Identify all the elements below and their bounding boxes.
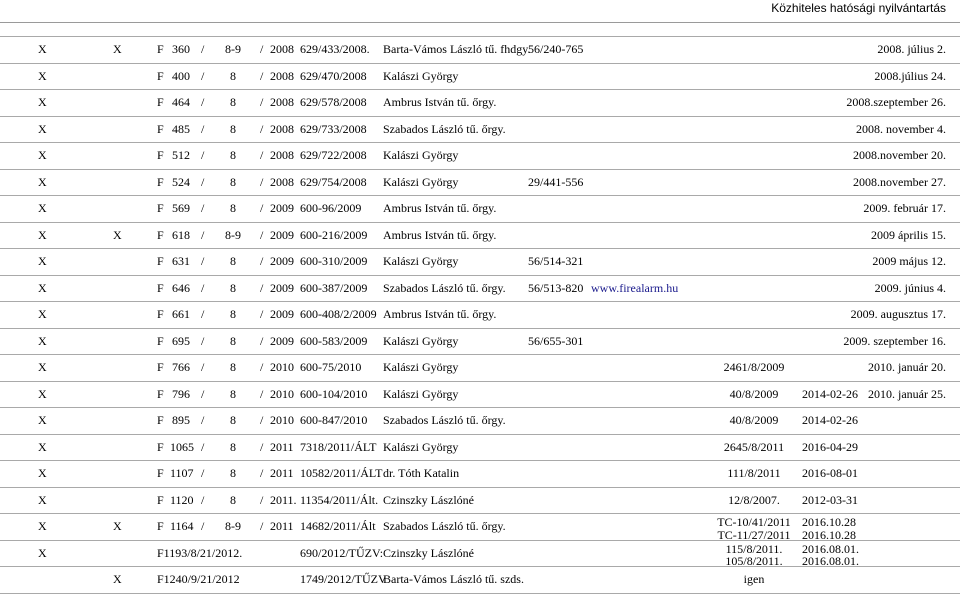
officer-name: Szabados László tű. őrgy.: [383, 413, 506, 427]
permit-number: 115/8/2011. 105/8/2011.: [725, 541, 783, 568]
type-f: F: [157, 254, 164, 268]
phone-ref: 29/441-556: [528, 174, 584, 189]
case-number: 7318/2011/ÁLT: [300, 439, 377, 454]
category: 8: [230, 413, 236, 427]
table-row: [0, 249, 960, 276]
mark-x1: X: [38, 201, 47, 215]
officer-name: Kalászi György: [383, 333, 459, 348]
separator: /: [260, 68, 264, 83]
separator: /: [260, 201, 264, 215]
year: 2011: [270, 466, 294, 480]
category: 8-9: [225, 519, 241, 533]
mark-x1: X: [38, 307, 47, 321]
separator: /: [201, 174, 205, 189]
case-number: 600-387/2009: [300, 280, 368, 295]
record-number: 360: [172, 42, 190, 56]
case-number: 600-75/2010: [300, 360, 362, 374]
separator: /: [201, 42, 205, 56]
officer-name: Ambrus István tű. őrgy.: [383, 307, 497, 321]
officer-name: Szabados László tű. őrgy.: [383, 280, 506, 295]
separator: /: [201, 227, 205, 242]
type-f: F: [157, 360, 164, 374]
year: 2011.: [270, 492, 297, 507]
type-f: F: [157, 280, 164, 295]
separator: /: [201, 121, 205, 136]
record-number: 661: [172, 307, 190, 321]
separator: /: [201, 360, 205, 374]
case-number: 600-847/2010: [300, 413, 368, 427]
case-number: 11354/2011/Ált.: [300, 492, 379, 507]
permit-number: 2645/8/2011: [723, 439, 785, 454]
table-row: [0, 382, 960, 409]
officer-name: dr. Tóth Katalin: [383, 466, 460, 480]
issue-date: 2008.november 20.: [853, 148, 946, 162]
officer-name: Ambrus István tű. őrgy.: [383, 227, 497, 242]
mark-x2: X: [113, 227, 122, 242]
officer-name: Czinszky Lászlóné: [383, 492, 474, 507]
year: 2009: [270, 307, 294, 321]
case-number: 629/433/2008.: [300, 42, 370, 56]
year: 2008: [270, 174, 294, 189]
mark-x1: X: [38, 174, 47, 189]
record-number: 796: [172, 386, 190, 401]
separator: /: [260, 95, 264, 109]
case-number: 600-216/2009: [300, 227, 368, 242]
table-row: [0, 117, 960, 144]
issue-date: 2008.november 27.: [853, 174, 946, 189]
issue-date: 2009. február 17.: [863, 201, 946, 215]
officer-name: Kalászi György: [383, 360, 459, 374]
type-f: F: [157, 333, 164, 348]
separator: /: [201, 492, 205, 507]
separator: /: [201, 333, 205, 348]
separator: /: [201, 280, 205, 295]
case-number: 629/722/2008: [300, 148, 367, 162]
issue-date: 2009. szeptember 16.: [843, 333, 946, 348]
officer-name: Szabados László tű. őrgy.: [383, 519, 506, 533]
category: 8: [230, 174, 236, 189]
year: 2011: [270, 439, 294, 454]
separator: /: [201, 254, 205, 268]
separator: /: [260, 519, 264, 533]
separator: /: [260, 42, 264, 56]
issue-date: 2009 április 15.: [871, 227, 946, 242]
record-number: 400: [172, 68, 190, 83]
case-number: 629/470/2008: [300, 68, 367, 83]
type-f: F: [157, 174, 164, 189]
table-row: [0, 567, 960, 594]
type-f: F: [157, 227, 164, 242]
type-f: F: [157, 42, 164, 56]
type-f: F: [157, 201, 164, 215]
table-row: [0, 514, 960, 541]
separator: /: [201, 95, 205, 109]
type-f: F1193/8/21/2012.: [157, 545, 243, 560]
valid-until: 2014-02-26: [802, 413, 858, 427]
table-row: [0, 196, 960, 223]
permit-number: 40/8/2009: [729, 413, 779, 427]
table-row: [0, 276, 960, 303]
mark-x1: X: [38, 439, 47, 454]
category: 8: [230, 201, 236, 215]
separator: /: [260, 492, 264, 507]
separator: /: [260, 227, 264, 242]
separator: /: [201, 519, 205, 533]
table-row: [0, 461, 960, 488]
case-number: 10582/2011/ÁLT: [300, 466, 383, 480]
separator: /: [201, 68, 205, 83]
officer-name: Ambrus István tű. őrgy.: [383, 95, 497, 109]
case-number: 629/578/2008: [300, 95, 367, 109]
case-number: 629/733/2008: [300, 121, 367, 136]
separator: /: [201, 148, 205, 162]
page-header: [0, 0, 960, 23]
officer-name: Barta-Vámos László tű. szds.: [383, 572, 524, 586]
case-number: 600-408/2/2009: [300, 307, 377, 321]
case-number: 600-310/2009: [300, 254, 368, 268]
year: 2009: [270, 201, 294, 215]
category: 8-9: [225, 227, 241, 242]
table-row: [0, 435, 960, 462]
mark-x1: X: [38, 413, 47, 427]
permit-number: 40/8/2009: [729, 386, 779, 401]
officer-name: Kalászi György: [383, 439, 459, 454]
year: 2008: [270, 121, 294, 136]
record-number: 631: [172, 254, 190, 268]
record-number: 1065: [170, 439, 194, 454]
type-f: F: [157, 519, 164, 533]
type-f: F: [157, 413, 164, 427]
category: 8: [230, 307, 236, 321]
header-title: Közhiteles hatósági nyilvántartás: [771, 1, 946, 15]
mark-x1: X: [38, 121, 47, 136]
mark-x2: X: [113, 42, 122, 56]
registry-table: [0, 36, 960, 594]
issue-date: 2010. január 20.: [868, 360, 946, 374]
separator: /: [260, 254, 264, 268]
valid-until: 2012-03-31: [802, 492, 858, 507]
record-number: 1120: [170, 492, 194, 507]
permit-number: igen: [743, 572, 765, 586]
year: 2008: [270, 148, 294, 162]
mark-x2: X: [113, 519, 122, 533]
issue-date: 2008. július 2.: [877, 42, 946, 56]
record-number: 618: [172, 227, 190, 242]
separator: /: [201, 201, 205, 215]
mark-x1: X: [38, 360, 47, 374]
category: 8: [230, 439, 236, 454]
officer-name: Czinszky Lászlóné: [383, 545, 474, 560]
case-number: 600-96/2009: [300, 201, 362, 215]
record-number: 569: [172, 201, 190, 215]
separator: /: [260, 360, 264, 374]
mark-x1: X: [38, 333, 47, 348]
mark-x1: X: [38, 148, 47, 162]
valid-until: 2016-08-01: [802, 466, 858, 480]
case-number: 14682/2011/Ált: [300, 519, 376, 533]
officer-name: Ambrus István tű. őrgy.: [383, 201, 497, 215]
separator: /: [260, 174, 264, 189]
table-row: [0, 355, 960, 382]
issue-date: 2010. január 25.: [868, 386, 946, 401]
officer-name: Kalászi György: [383, 174, 459, 189]
year: 2008: [270, 68, 294, 83]
type-f: F: [157, 307, 164, 321]
type-f: F: [157, 439, 164, 454]
category: 8-9: [225, 42, 241, 56]
type-f: F1240/9/21/2012: [157, 572, 240, 586]
table-row: [0, 64, 960, 91]
type-f: F: [157, 95, 164, 109]
separator: /: [260, 386, 264, 401]
separator: /: [260, 333, 264, 348]
year: 2010: [270, 413, 294, 427]
permit-number: 2461/8/2009: [723, 360, 785, 374]
record-number: 695: [172, 333, 190, 348]
separator: /: [260, 307, 264, 321]
category: 8: [230, 280, 236, 295]
permit-number: 111/8/2011: [727, 466, 781, 480]
mark-x2: X: [113, 572, 122, 586]
category: 8: [230, 148, 236, 162]
officer-name: Kalászi György: [383, 148, 459, 162]
table-row: [0, 170, 960, 197]
year: 2011: [270, 519, 294, 533]
year: 2009: [270, 333, 294, 348]
case-number: 600-104/2010: [300, 386, 368, 401]
issue-date: 2009. augusztus 17.: [850, 307, 946, 321]
category: 8: [230, 95, 236, 109]
type-f: F: [157, 148, 164, 162]
issue-date: 2009. június 4.: [874, 280, 946, 295]
separator: /: [260, 121, 264, 136]
category: 8: [230, 386, 236, 401]
valid-until: 2016.10.28 2016.10.28: [802, 515, 856, 542]
table-row: [0, 223, 960, 250]
record-number: 895: [172, 413, 190, 427]
table-row: [0, 143, 960, 170]
case-number: 690/2012/TŰZV:: [300, 545, 384, 560]
issue-date: 2008.július 24.: [874, 68, 946, 83]
record-number: 766: [172, 360, 190, 374]
mark-x1: X: [38, 386, 47, 401]
officer-name: Kalászi György: [383, 386, 459, 401]
record-number: 512: [172, 148, 190, 162]
category: 8: [230, 466, 236, 480]
category: 8: [230, 360, 236, 374]
mark-x1: X: [38, 492, 47, 507]
valid-until: 2016.08.01. 2016.08.01.: [802, 541, 859, 568]
table-row: [0, 408, 960, 435]
phone-ref: 56/513-820: [528, 280, 584, 295]
type-f: F: [157, 492, 164, 507]
record-number: 524: [172, 174, 190, 189]
valid-until: 2014-02-26: [802, 386, 858, 401]
type-f: F: [157, 121, 164, 136]
category: 8: [230, 333, 236, 348]
mark-x1: X: [38, 227, 47, 242]
year: 2009: [270, 280, 294, 295]
year: 2009: [270, 254, 294, 268]
mark-x1: X: [38, 254, 47, 268]
separator: /: [201, 307, 205, 321]
separator: /: [260, 413, 264, 427]
mark-x1: X: [38, 519, 47, 533]
table-row: [0, 37, 960, 64]
category: 8: [230, 254, 236, 268]
issue-date: 2008.szeptember 26.: [846, 95, 946, 109]
mark-x1: X: [38, 68, 47, 83]
separator: /: [201, 439, 205, 454]
separator: /: [201, 386, 205, 401]
issue-date: 2008. november 4.: [856, 121, 946, 136]
officer-name: Szabados László tű. őrgy.: [383, 121, 506, 136]
table-row: [0, 541, 960, 568]
category: 8: [230, 492, 236, 507]
year: 2008: [270, 42, 294, 56]
issue-date: 2009 május 12.: [872, 254, 946, 268]
officer-name: Kalászi György: [383, 68, 459, 83]
record-number: 485: [172, 121, 190, 136]
year: 2008: [270, 95, 294, 109]
table-row: [0, 90, 960, 117]
table-row: [0, 329, 960, 356]
record-number: 1107: [170, 466, 194, 480]
mark-x1: X: [38, 545, 47, 560]
permit-number: TC-10/41/2011 TC-11/27/2011: [717, 515, 791, 542]
phone-ref: 56/240-765: [528, 42, 584, 56]
separator: /: [201, 466, 205, 480]
record-number: 646: [172, 280, 190, 295]
record-number: 1164: [170, 519, 194, 533]
category: 8: [230, 68, 236, 83]
mark-x1: X: [38, 95, 47, 109]
separator: /: [260, 148, 264, 162]
table-row: [0, 488, 960, 515]
separator: /: [260, 466, 264, 480]
mark-x1: X: [38, 42, 47, 56]
table-row: [0, 302, 960, 329]
case-number: 1749/2012/TŰZV: [300, 572, 387, 586]
type-f: F: [157, 386, 164, 401]
officer-name: Barta-Vámos László tű. fhdgy.: [383, 42, 531, 56]
mark-x1: X: [38, 280, 47, 295]
separator: /: [260, 439, 264, 454]
separator: /: [201, 413, 205, 427]
phone-ref: 56/655-301: [528, 333, 584, 348]
type-f: F: [157, 68, 164, 83]
category: 8: [230, 121, 236, 136]
valid-until: 2016-04-29: [802, 439, 858, 454]
year: 2010: [270, 360, 294, 374]
permit-number: 12/8/2007.: [728, 492, 780, 507]
record-number: 464: [172, 95, 190, 109]
website-link[interactable]: www.firealarm.hu: [591, 280, 679, 295]
case-number: 600-583/2009: [300, 333, 368, 348]
officer-name: Kalászi György: [383, 254, 459, 268]
year: 2010: [270, 386, 294, 401]
type-f: F: [157, 466, 164, 480]
year: 2009: [270, 227, 294, 242]
mark-x1: X: [38, 466, 47, 480]
case-number: 629/754/2008: [300, 174, 367, 189]
phone-ref: 56/514-321: [528, 254, 584, 268]
separator: /: [260, 280, 264, 295]
